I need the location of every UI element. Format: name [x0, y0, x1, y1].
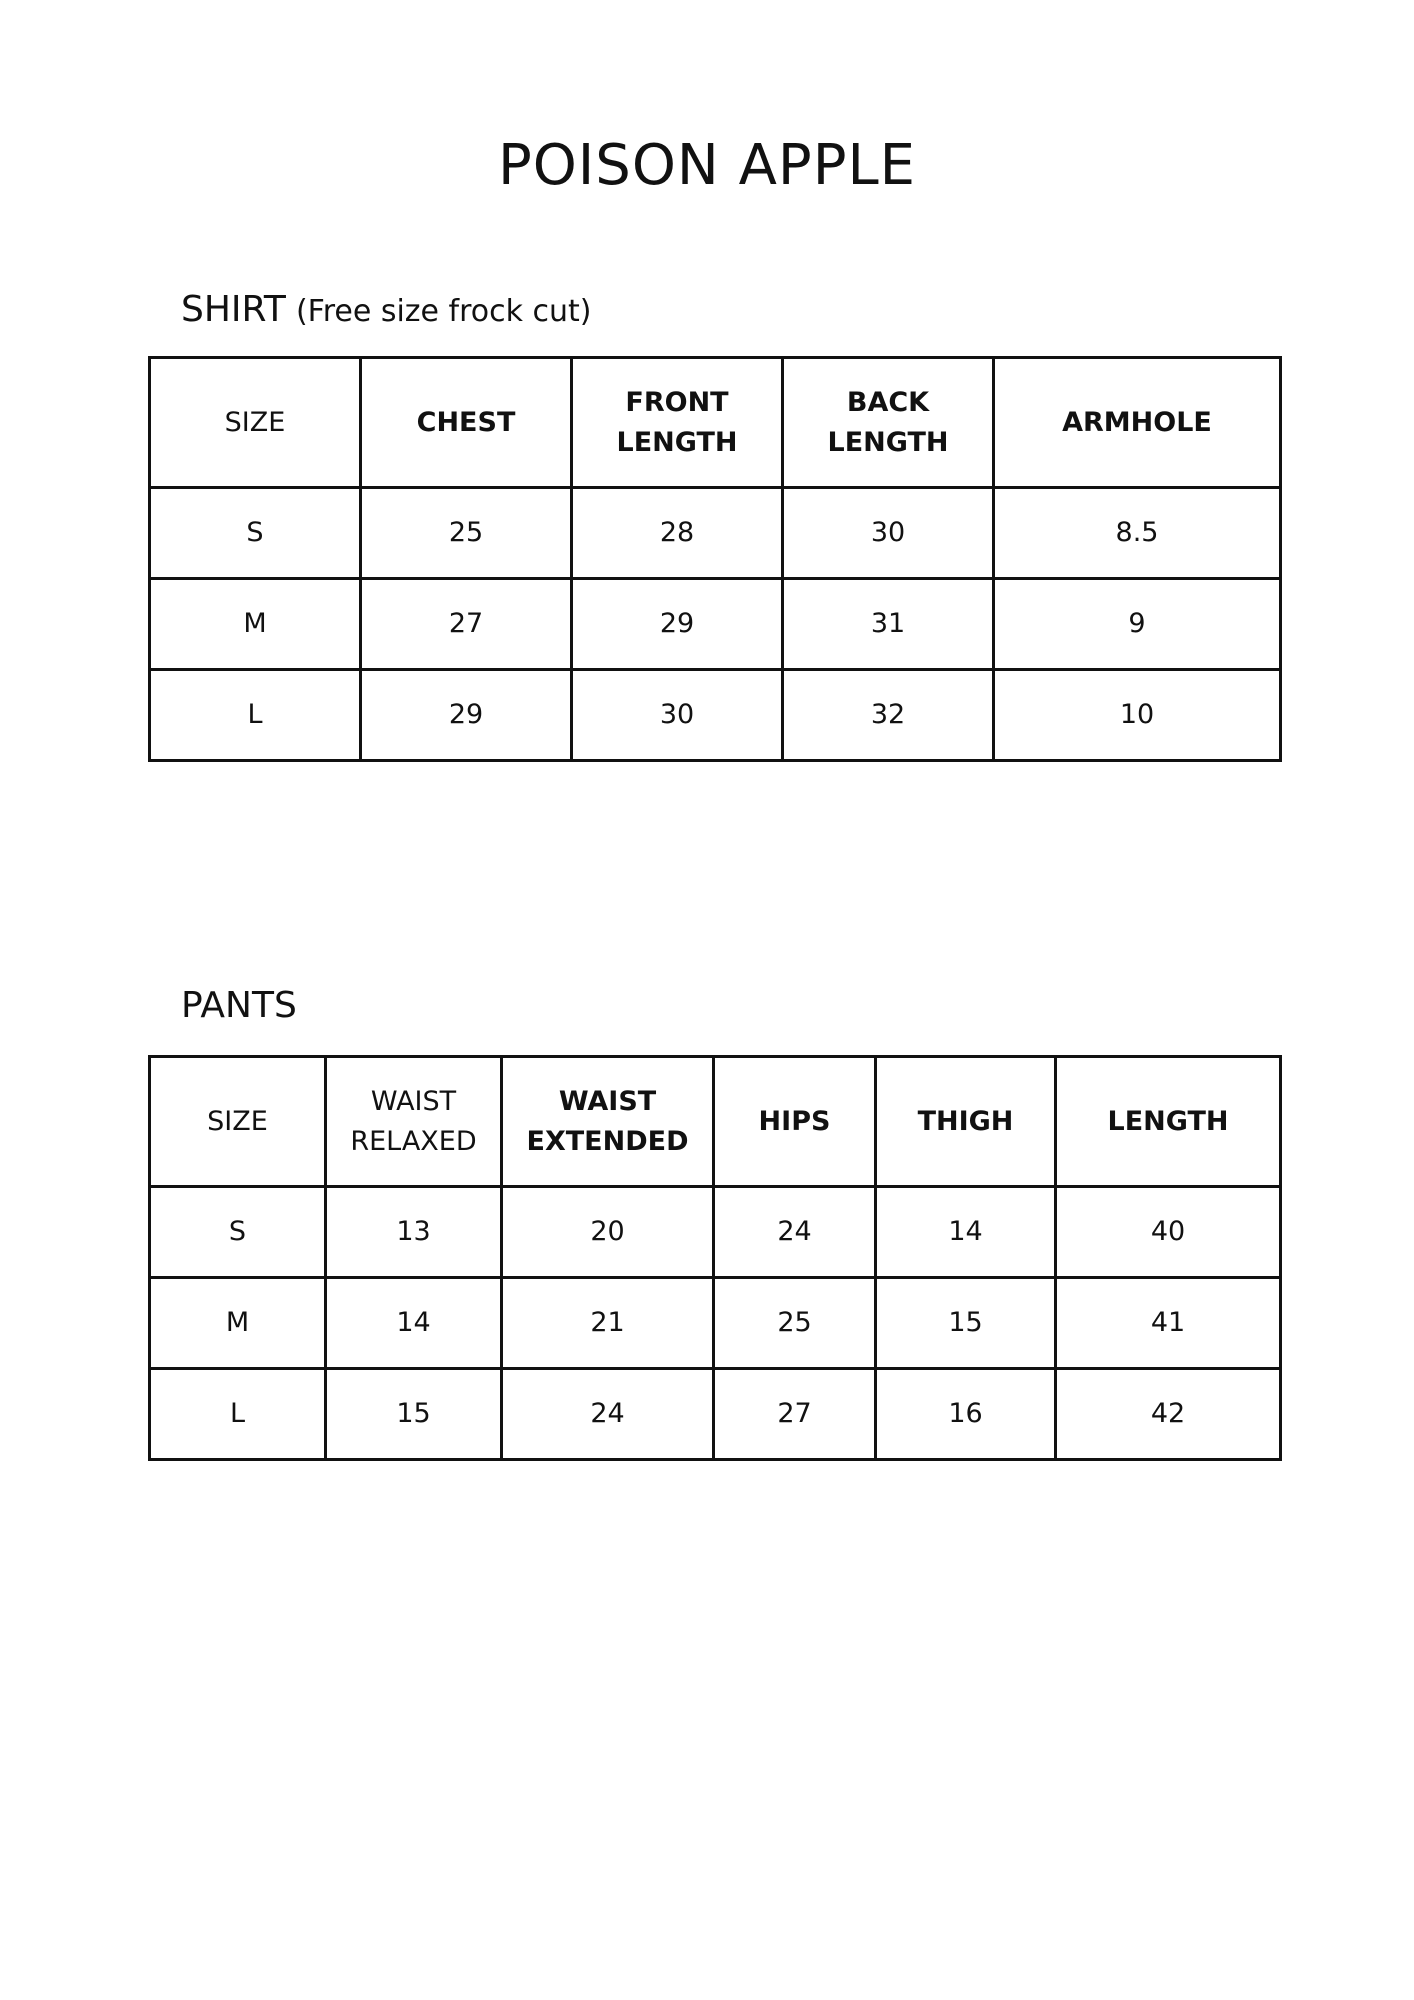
page-title: POISON APPLE [497, 133, 917, 198]
table-cell: 27 [714, 1369, 876, 1460]
pants-header-size: SIZE [150, 1057, 326, 1187]
pants-header-waist-relaxed: WAIST RELAXED [326, 1057, 502, 1187]
table-cell: 30 [783, 488, 994, 579]
shirt-header-size: SIZE [150, 358, 361, 488]
shirt-section-heading [181, 289, 592, 330]
table-cell: 13 [326, 1187, 502, 1278]
table-cell: 41 [1056, 1278, 1281, 1369]
table-cell: 14 [326, 1278, 502, 1369]
pants-heading-label: PANTS [181, 985, 297, 1026]
table-cell: S [150, 488, 361, 579]
shirt-header-back-length: BACK LENGTH [783, 358, 994, 488]
table-cell: 29 [361, 670, 572, 761]
table-row [150, 670, 1281, 761]
table-cell: 40 [1056, 1187, 1281, 1278]
table-row [150, 488, 1281, 579]
table-cell: L [150, 1369, 326, 1460]
table-cell: 31 [783, 579, 994, 670]
table-cell: S [150, 1187, 326, 1278]
table-row [150, 1187, 1281, 1278]
shirt-header-chest: CHEST [361, 358, 572, 488]
shirt-heading-note: (Free size frock cut) [295, 294, 592, 329]
table-cell: 9 [994, 579, 1281, 670]
table-cell: 21 [502, 1278, 714, 1369]
table-cell: 29 [572, 579, 783, 670]
pants-header-hips: HIPS [714, 1057, 876, 1187]
table-cell: 14 [876, 1187, 1056, 1278]
table-cell: 27 [361, 579, 572, 670]
table-row [150, 1369, 1281, 1460]
table-cell: L [150, 670, 361, 761]
pants-header-waist-extended: WAIST EXTENDED [502, 1057, 714, 1187]
table-row [150, 579, 1281, 670]
table-cell: 16 [876, 1369, 1056, 1460]
table-cell: M [150, 579, 361, 670]
pants-header-length: LENGTH [1056, 1057, 1281, 1187]
table-cell: 10 [994, 670, 1281, 761]
table-cell: M [150, 1278, 326, 1369]
table-cell: 25 [361, 488, 572, 579]
shirt-heading-label: SHIRT [181, 289, 286, 330]
table-cell: 20 [502, 1187, 714, 1278]
table-header-row [150, 358, 1281, 488]
shirt-size-table [148, 356, 1282, 762]
table-cell: 24 [714, 1187, 876, 1278]
table-row [150, 1278, 1281, 1369]
table-cell: 24 [502, 1369, 714, 1460]
table-cell: 15 [326, 1369, 502, 1460]
pants-size-table [148, 1055, 1282, 1461]
table-cell: 15 [876, 1278, 1056, 1369]
table-cell: 30 [572, 670, 783, 761]
table-cell: 8.5 [994, 488, 1281, 579]
pants-header-thigh: THIGH [876, 1057, 1056, 1187]
pants-section-heading [181, 985, 297, 1026]
table-cell: 32 [783, 670, 994, 761]
table-cell: 42 [1056, 1369, 1281, 1460]
table-cell: 25 [714, 1278, 876, 1369]
table-cell: 28 [572, 488, 783, 579]
shirt-header-armhole: ARMHOLE [994, 358, 1281, 488]
shirt-header-front-length: FRONT LENGTH [572, 358, 783, 488]
table-header-row [150, 1057, 1281, 1187]
